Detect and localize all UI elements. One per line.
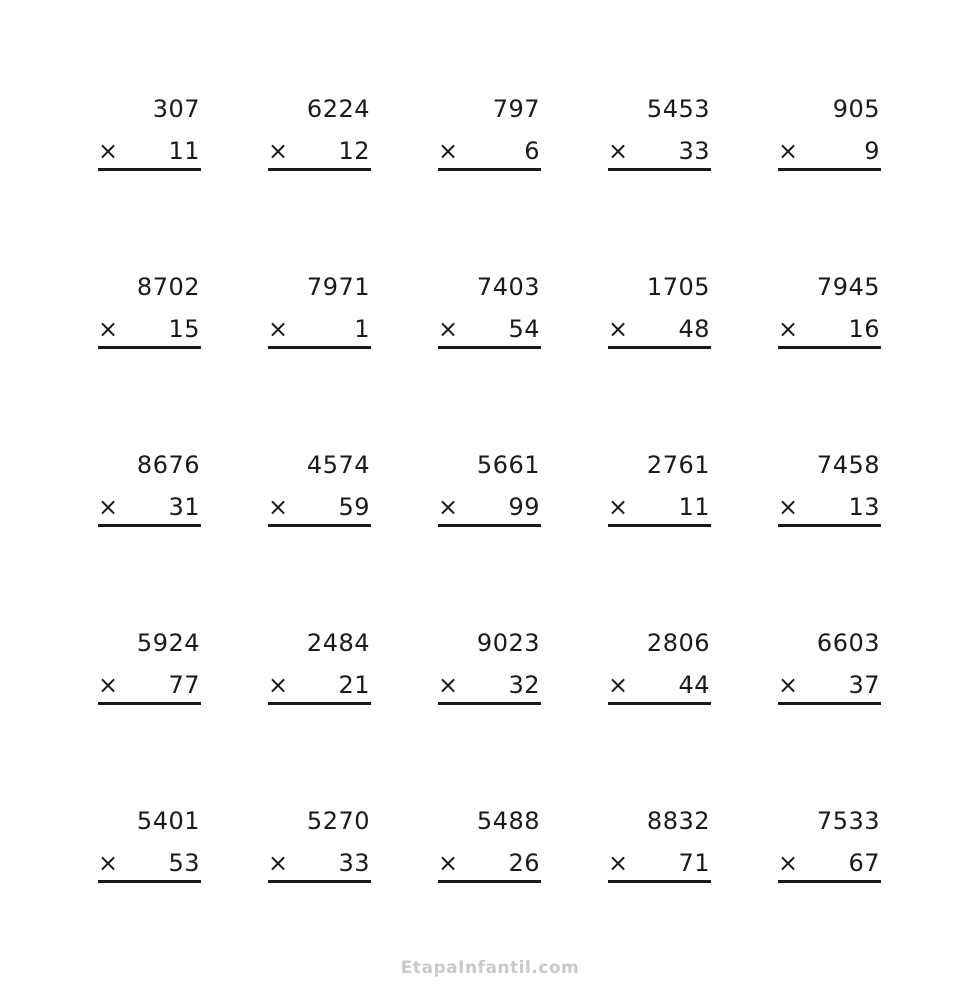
problem-2 — [268, 92, 371, 192]
multiplicand: 5488 — [476, 807, 540, 835]
problem-22 — [268, 804, 371, 904]
multiplier: 37 — [848, 671, 880, 699]
answer-line — [268, 880, 371, 883]
multiply-sign: × — [98, 493, 119, 521]
multiplier: 26 — [508, 849, 540, 877]
multiplicand: 5661 — [476, 451, 540, 479]
answer-line — [438, 702, 541, 705]
answer-line — [438, 880, 541, 883]
multiplier: 99 — [508, 493, 540, 521]
multiply-sign: × — [778, 137, 799, 165]
problem-13 — [438, 448, 541, 548]
answer-line — [268, 168, 371, 171]
answer-line — [98, 702, 201, 705]
problem-24 — [608, 804, 711, 904]
multiplicand: 7945 — [816, 273, 880, 301]
multiply-sign: × — [268, 671, 289, 699]
problem-16 — [98, 626, 201, 726]
multiplier: 67 — [848, 849, 880, 877]
multiplier: 32 — [508, 671, 540, 699]
answer-line — [268, 346, 371, 349]
answer-line — [778, 880, 881, 883]
answer-line — [608, 702, 711, 705]
multiplier: 13 — [848, 493, 880, 521]
multiply-sign: × — [608, 671, 629, 699]
multiply-sign: × — [438, 137, 459, 165]
multiplier: 9 — [864, 137, 880, 165]
problem-8 — [438, 270, 541, 370]
multiplicand: 7533 — [816, 807, 880, 835]
multiplicand: 6603 — [816, 629, 880, 657]
multiplicand: 2761 — [646, 451, 710, 479]
multiply-sign: × — [98, 137, 119, 165]
multiplicand: 4574 — [306, 451, 370, 479]
answer-line — [438, 524, 541, 527]
multiplier: 16 — [848, 315, 880, 343]
multiplicand: 8676 — [136, 451, 200, 479]
problem-7 — [268, 270, 371, 370]
multiplicand: 2484 — [306, 629, 370, 657]
answer-line — [98, 880, 201, 883]
answer-line — [98, 346, 201, 349]
problem-21 — [98, 804, 201, 904]
multiplier: 77 — [168, 671, 200, 699]
multiply-sign: × — [268, 315, 289, 343]
answer-line — [778, 702, 881, 705]
multiplicand: 905 — [832, 95, 880, 123]
multiply-sign: × — [438, 849, 459, 877]
multiplicand: 8702 — [136, 273, 200, 301]
multiplicand: 5924 — [136, 629, 200, 657]
site-watermark: EtapaInfantil.com — [400, 958, 580, 978]
problem-1 — [98, 92, 201, 192]
problem-18 — [438, 626, 541, 726]
multiplier: 33 — [678, 137, 710, 165]
multiplier: 12 — [338, 137, 370, 165]
answer-line — [778, 524, 881, 527]
problem-4 — [608, 92, 711, 192]
problem-19 — [608, 626, 711, 726]
multiplier: 11 — [678, 493, 710, 521]
multiply-sign: × — [778, 493, 799, 521]
multiplier: 15 — [168, 315, 200, 343]
answer-line — [268, 702, 371, 705]
multiply-sign: × — [268, 493, 289, 521]
multiply-sign: × — [778, 671, 799, 699]
answer-line — [778, 168, 881, 171]
multiplier: 6 — [524, 137, 540, 165]
multiply-sign: × — [608, 137, 629, 165]
multiplicand: 2806 — [646, 629, 710, 657]
problem-5 — [778, 92, 881, 192]
answer-line — [268, 524, 371, 527]
problem-25 — [778, 804, 881, 904]
problem-14 — [608, 448, 711, 548]
multiplicand: 1705 — [646, 273, 710, 301]
problem-9 — [608, 270, 711, 370]
multiplicand: 307 — [152, 95, 200, 123]
multiplier: 44 — [678, 671, 710, 699]
multiply-sign: × — [608, 849, 629, 877]
answer-line — [438, 346, 541, 349]
multiply-sign: × — [778, 849, 799, 877]
multiplicand: 7458 — [816, 451, 880, 479]
multiplicand: 7403 — [476, 273, 540, 301]
multiply-sign: × — [268, 137, 289, 165]
problem-15 — [778, 448, 881, 548]
multiply-sign: × — [438, 315, 459, 343]
problem-3 — [438, 92, 541, 192]
multiply-sign: × — [438, 671, 459, 699]
multiply-sign: × — [778, 315, 799, 343]
multiplicand: 9023 — [476, 629, 540, 657]
multiplier: 21 — [338, 671, 370, 699]
problem-23 — [438, 804, 541, 904]
multiply-sign: × — [608, 493, 629, 521]
multiplicand: 5270 — [306, 807, 370, 835]
worksheet-grid — [98, 92, 883, 892]
multiplicand: 6224 — [306, 95, 370, 123]
multiply-sign: × — [438, 493, 459, 521]
multiply-sign: × — [98, 671, 119, 699]
problem-12 — [268, 448, 371, 548]
multiplier: 71 — [678, 849, 710, 877]
problem-17 — [268, 626, 371, 726]
multiplicand: 8832 — [646, 807, 710, 835]
multiply-sign: × — [98, 849, 119, 877]
multiplicand: 7971 — [306, 273, 370, 301]
answer-line — [608, 168, 711, 171]
answer-line — [608, 880, 711, 883]
answer-line — [608, 524, 711, 527]
multiplier: 53 — [168, 849, 200, 877]
multiplier: 59 — [338, 493, 370, 521]
multiply-sign: × — [98, 315, 119, 343]
answer-line — [608, 346, 711, 349]
problem-20 — [778, 626, 881, 726]
multiplier: 31 — [168, 493, 200, 521]
multiplier: 11 — [168, 137, 200, 165]
problem-11 — [98, 448, 201, 548]
multiplier: 48 — [678, 315, 710, 343]
answer-line — [98, 524, 201, 527]
multiplicand: 5453 — [646, 95, 710, 123]
answer-line — [98, 168, 201, 171]
multiplier: 33 — [338, 849, 370, 877]
multiplicand: 797 — [492, 95, 540, 123]
problem-6 — [98, 270, 201, 370]
answer-line — [438, 168, 541, 171]
multiply-sign: × — [608, 315, 629, 343]
problem-10 — [778, 270, 881, 370]
multiplier: 1 — [354, 315, 370, 343]
answer-line — [778, 346, 881, 349]
multiplicand: 5401 — [136, 807, 200, 835]
multiplier: 54 — [508, 315, 540, 343]
multiply-sign: × — [268, 849, 289, 877]
